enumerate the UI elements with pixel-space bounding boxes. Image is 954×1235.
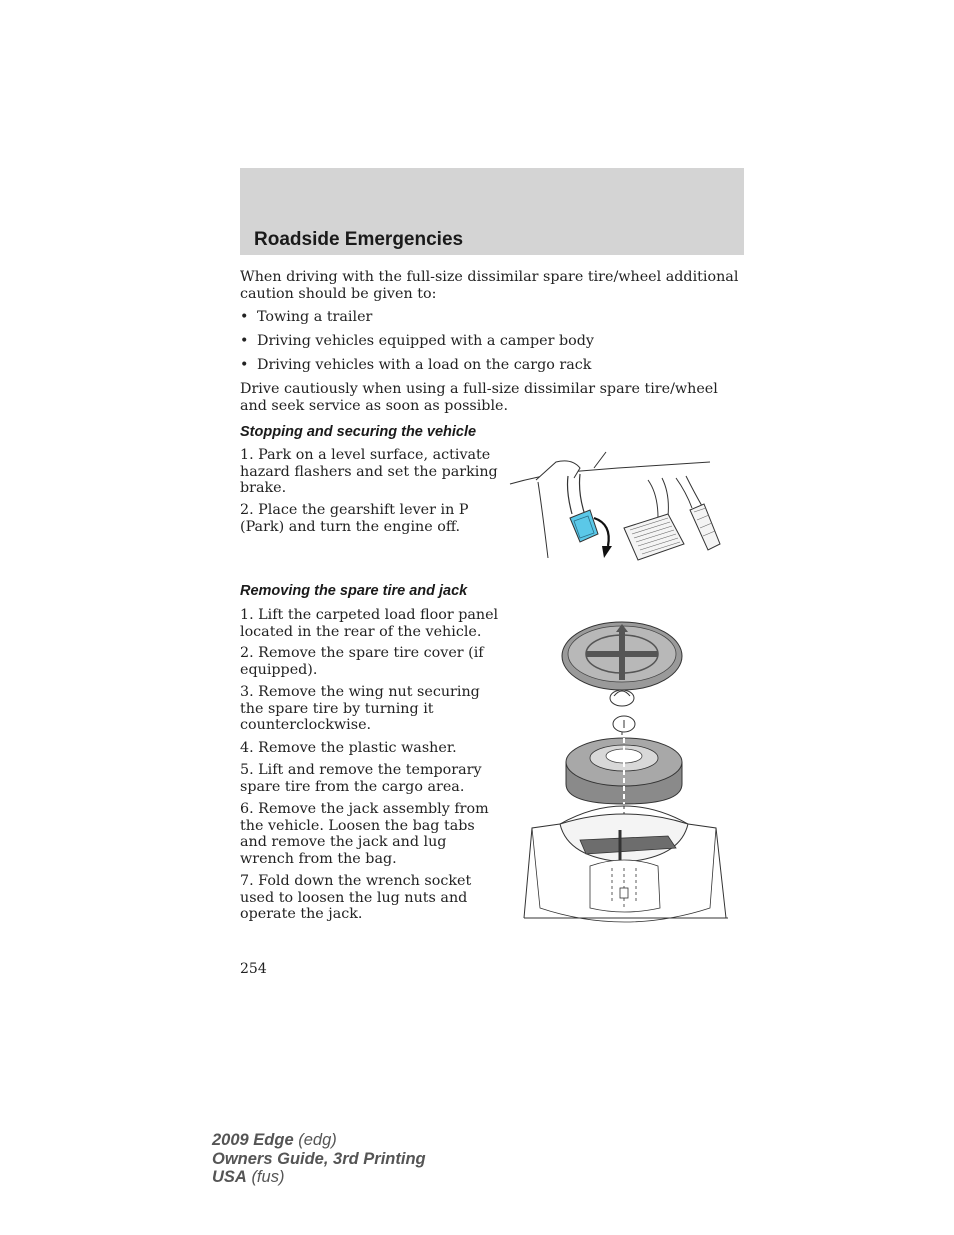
removing-step-2: 2. Remove the spare tire cover (if equipped). (240, 645, 484, 678)
bullet-text: Driving vehicles equipped with a camper body (257, 333, 594, 349)
removing-step-7: 7. Fold down the wrench socket used to loosen the lug nuts and operate the jack. (240, 873, 472, 922)
bullet-dot: • (240, 333, 249, 349)
removing-step-1: 1. Lift the carpeted load floor panel located in the rear of the vehicle. (240, 607, 499, 640)
removing-step-6: 6. Remove the jack assembly from the vehicle. Loosen the bag tabs and remove the jack and lug wrench from the bag. (240, 801, 489, 867)
bullet-dot: • (240, 309, 249, 325)
closing-paragraph: Drive cautiously when using a full-size dissimilar spare tire/wheel and seek service as soon as possible. (240, 381, 718, 414)
bullet-item (240, 333, 594, 350)
footer-model: 2009 Edge (212, 1131, 294, 1149)
bullet-dot: • (240, 357, 249, 373)
footer-guide: Owners Guide, 3rd Printing (212, 1149, 426, 1168)
intro-paragraph: When driving with the full-size dissimilar spare tire/wheel additional caution should be given to: (240, 269, 739, 302)
footer-market-code: (fus) (251, 1168, 285, 1186)
bullet-item (240, 309, 372, 326)
footer-line-model (212, 1131, 426, 1150)
footer-market: USA (212, 1168, 247, 1186)
bullet-item (240, 357, 591, 374)
section-title: Roadside Emergencies (254, 229, 464, 250)
bullet-text: Towing a trailer (257, 309, 373, 325)
pedal-illustration (508, 448, 724, 566)
footer (212, 1131, 426, 1187)
bullet-text: Driving vehicles with a load on the cargo rack (257, 357, 592, 373)
stopping-step-2: 2. Place the gearshift lever in P (Park) and turn the engine off. (240, 502, 469, 535)
page-number: 254 (240, 961, 267, 977)
footer-line-guide (212, 1150, 426, 1169)
spare-tire-illustration (520, 618, 732, 940)
removing-step-5: 5. Lift and remove the temporary spare tire from the cargo area. (240, 762, 482, 795)
footer-model-code: (edg) (298, 1131, 337, 1149)
stopping-heading: Stopping and securing the vehicle (240, 424, 477, 440)
footer-line-market (212, 1168, 426, 1187)
stopping-step-1: 1. Park on a level surface, activate hazard flashers and set the parking brake. (240, 447, 498, 496)
removing-step-4: 4. Remove the plastic washer. (240, 740, 457, 756)
removing-step-3: 3. Remove the wing nut securing the spare tire by turning it counterclockwise. (240, 684, 480, 733)
removing-heading: Removing the spare tire and jack (240, 583, 468, 599)
